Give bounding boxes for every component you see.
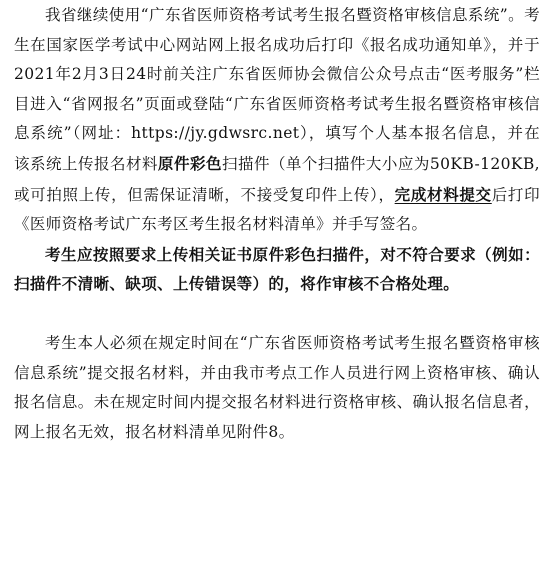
- paragraph-upload-requirements: 考生应按照要求上传相关证书原件彩色扫描件，对不符合要求（例如：扫描件不清晰、缺项、上传错误等）的，将作审核不合格处理。: [14, 244, 540, 294]
- paragraph-text: 后打印《医师资格考试广东考区考生报名材料清单》并手写签名。: [14, 185, 541, 234]
- paragraph-submission-deadline: 考生本人必须在规定时间在“广东省医师资格考试考生报名暨资格审核信息系统”提交报名材料，并由我市考点工作人员进行网上资格审核、确认报名信息。未在规定时间内提交报名材料进行资格审核、确认报名信息者，网上报名无效，报名材料清单见附件8。: [14, 333, 540, 441]
- bold-original-color-text: 原件彩色: [157, 153, 222, 173]
- underlined-complete-submission-text: 完成材料提交: [394, 184, 492, 204]
- paragraph-text: 扫描件（单个扫描件大小应为50KB-120KB,或可拍照上传，但需保证清晰，不接受复印件上传），: [14, 154, 540, 204]
- paragraph-text: 我省继续使用“广东省医师资格考试考生报名暨资格审核信息系统”。考生在国家医学考试中心网站网上报名成功后打印《报名成功通知单》，并于2021年2月3日24时前关注广东省医师协会微信公众号点击“医考服务”栏目进入“省网报名”页面或登陆“广东省医师资格考试考生报名暨资格审核信息系统”（网址：https://jy.gdwsrc.net），填写个人基本报名信息，并在该系统上传报名材料: [14, 6, 540, 173]
- paragraph-registration-steps: [14, 0, 540, 240]
